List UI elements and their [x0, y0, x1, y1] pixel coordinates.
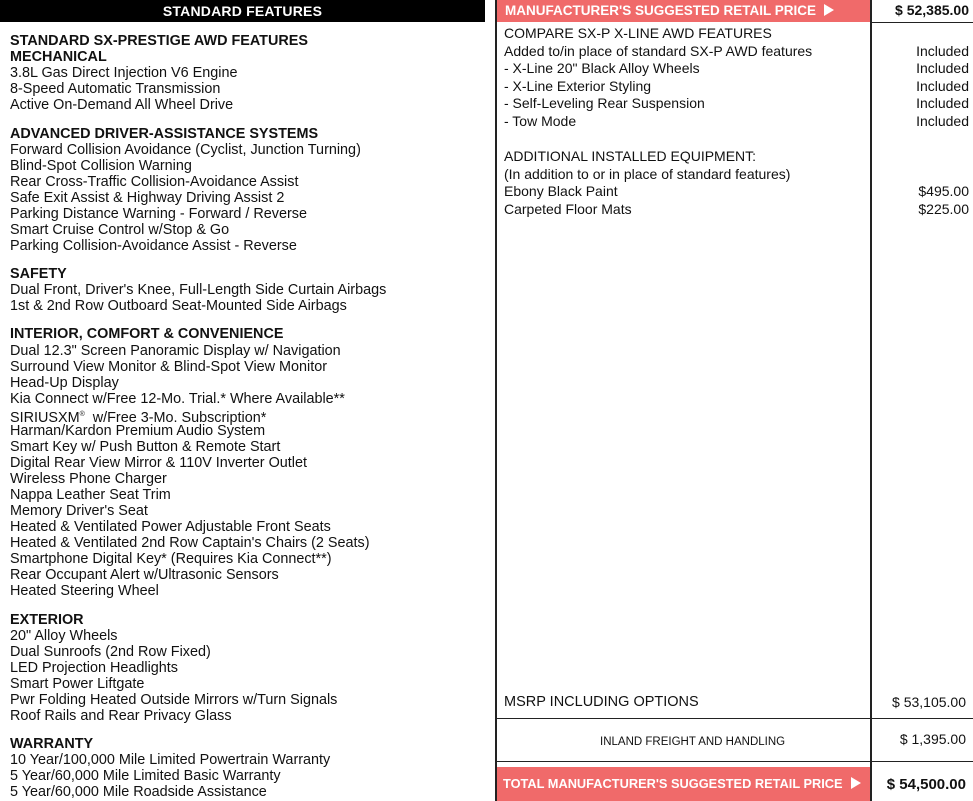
- total-label: TOTAL MANUFACTURER'S SUGGESTED RETAIL PRICE: [503, 776, 843, 791]
- msrp-including-options-label: MSRP INCLUDING OPTIONS: [504, 694, 699, 710]
- trim-title: STANDARD SX-PRESTIGE AWD FEATURES: [10, 33, 308, 49]
- feature-item: Head-Up Display: [10, 375, 119, 391]
- feature-item: Blind-Spot Collision Warning: [10, 158, 192, 174]
- feature-item: Heated & Ventilated Power Adjustable Front Seats: [10, 519, 331, 535]
- feature-item: 10 Year/100,000 Mile Limited Powertrain Warranty: [10, 752, 331, 768]
- msrp-underline: [871, 22, 973, 23]
- additional-value: $225.00: [918, 201, 969, 217]
- feature-item: Nappa Leather Seat Trim: [10, 487, 171, 503]
- feature-item: Kia Connect w/Free 12-Mo. Trial.* Where Available**: [10, 391, 345, 407]
- total-value: $ 54,500.00: [886, 776, 966, 793]
- feature-item: Heated & Ventilated 2nd Row Captain's Chairs (2 Seats): [10, 535, 370, 551]
- feature-item: Rear Occupant Alert w/Ultrasonic Sensors: [10, 567, 279, 583]
- feature-item: Forward Collision Avoidance (Cyclist, Junction Turning): [10, 142, 361, 158]
- section-title-warranty: WARRANTY: [10, 736, 94, 752]
- feature-item: Surround View Monitor & Blind-Spot View Monitor: [10, 359, 328, 375]
- compare-line: - Tow Mode: [504, 113, 577, 129]
- feature-item: 1st & 2nd Row Outboard Seat-Mounted Side Airbags: [10, 298, 347, 314]
- compare-line: - Self-Leveling Rear Suspension: [504, 95, 705, 111]
- feature-item: Heated Steering Wheel: [10, 583, 159, 599]
- column-divider-right: [870, 0, 872, 801]
- section-title-mechanical: MECHANICAL: [10, 49, 107, 65]
- feature-item: 5 Year/60,000 Mile Roadside Assistance: [10, 784, 267, 800]
- total-msrp-banner: [497, 767, 870, 801]
- compare-line: - X-Line Exterior Styling: [504, 78, 652, 94]
- compare-line: - X-Line 20" Black Alloy Wheels: [504, 60, 700, 76]
- section-title-interior: INTERIOR, COMFORT & CONVENIENCE: [10, 326, 284, 342]
- section-title-exterior: EXTERIOR: [10, 612, 84, 628]
- feature-item: Pwr Folding Heated Outside Mirrors w/Turn Signals: [10, 692, 338, 708]
- additional-subtitle: (In addition to or in place of standard features): [504, 166, 791, 182]
- additional-line: Carpeted Floor Mats: [504, 201, 632, 217]
- feature-item: Dual Front, Driver's Knee, Full-Length Side Curtain Airbags: [10, 282, 387, 298]
- feature-item: 8-Speed Automatic Transmission: [10, 81, 221, 97]
- section-title-safety: SAFETY: [10, 266, 67, 282]
- freight-label: INLAND FREIGHT AND HANDLING: [600, 736, 786, 748]
- feature-item: Smart Key w/ Push Button & Remote Start: [10, 439, 281, 455]
- feature-item: Wireless Phone Charger: [10, 471, 167, 487]
- feature-item: Parking Distance Warning - Forward / Reverse: [10, 206, 307, 222]
- compare-value: Included: [916, 78, 969, 94]
- feature-item: Roof Rails and Rear Privacy Glass: [10, 708, 232, 724]
- additional-title: ADDITIONAL INSTALLED EQUIPMENT:: [504, 148, 757, 164]
- feature-item: 5 Year/60,000 Mile Limited Basic Warranty: [10, 768, 281, 784]
- feature-item: Active On-Demand All Wheel Drive: [10, 97, 234, 113]
- feature-item: Dual 12.3" Screen Panoramic Display w/ Navigation: [10, 343, 341, 359]
- msrp-including-options-value: $ 53,105.00: [892, 694, 966, 710]
- siriusxm-suffix: w/Free 3-Mo. Subscription*: [92, 410, 267, 426]
- feature-item: Memory Driver's Seat: [10, 503, 148, 519]
- msrp-value: $ 52,385.00: [895, 2, 969, 18]
- feature-item: Dual Sunroofs (2nd Row Fixed): [10, 644, 211, 660]
- msrp-label: MANUFACTURER'S SUGGESTED RETAIL PRICE: [505, 3, 816, 18]
- feature-item: Smart Power Liftgate: [10, 676, 145, 692]
- standard-features-header: STANDARD FEATURES: [0, 0, 485, 22]
- arrow-right-icon: [851, 777, 861, 789]
- registered-mark: ®: [79, 411, 85, 418]
- feature-item: Safe Exit Assist & Highway Driving Assist 2: [10, 190, 285, 206]
- compare-line: Added to/in place of standard SX-P AWD features: [504, 43, 813, 59]
- compare-value: Included: [916, 43, 969, 59]
- compare-title: COMPARE SX-P X-LINE AWD FEATURES: [504, 25, 772, 41]
- section-title-adas: ADVANCED DRIVER-ASSISTANCE SYSTEMS: [10, 126, 319, 142]
- additional-line: Ebony Black Paint: [504, 183, 618, 199]
- compare-value: Included: [916, 60, 969, 76]
- feature-item: Smartphone Digital Key* (Requires Kia Connect**): [10, 551, 332, 567]
- feature-item: 20" Alloy Wheels: [10, 628, 118, 644]
- msrp-banner: [497, 0, 870, 22]
- compare-value: Included: [916, 113, 969, 129]
- feature-item: LED Projection Headlights: [10, 660, 178, 676]
- feature-item: Rear Cross-Traffic Collision-Avoidance Assist: [10, 174, 299, 190]
- column-divider-left: [495, 0, 497, 801]
- additional-value: $495.00: [918, 183, 969, 199]
- siriusxm-label: SIRIUSXM: [10, 410, 80, 426]
- freight-value: $ 1,395.00: [899, 731, 966, 747]
- feature-item: Parking Collision-Avoidance Assist - Reverse: [10, 238, 297, 254]
- feature-item: Digital Rear View Mirror & 110V Inverter Outlet: [10, 455, 307, 471]
- feature-item: Harman/Kardon Premium Audio System: [10, 423, 266, 439]
- feature-item: Smart Cruise Control w/Stop & Go: [10, 222, 230, 238]
- arrow-right-icon: [824, 4, 834, 16]
- freight-divider: [497, 761, 973, 762]
- feature-item: 3.8L Gas Direct Injection V6 Engine: [10, 65, 238, 81]
- compare-value: Included: [916, 95, 969, 111]
- options-divider: [497, 718, 973, 719]
